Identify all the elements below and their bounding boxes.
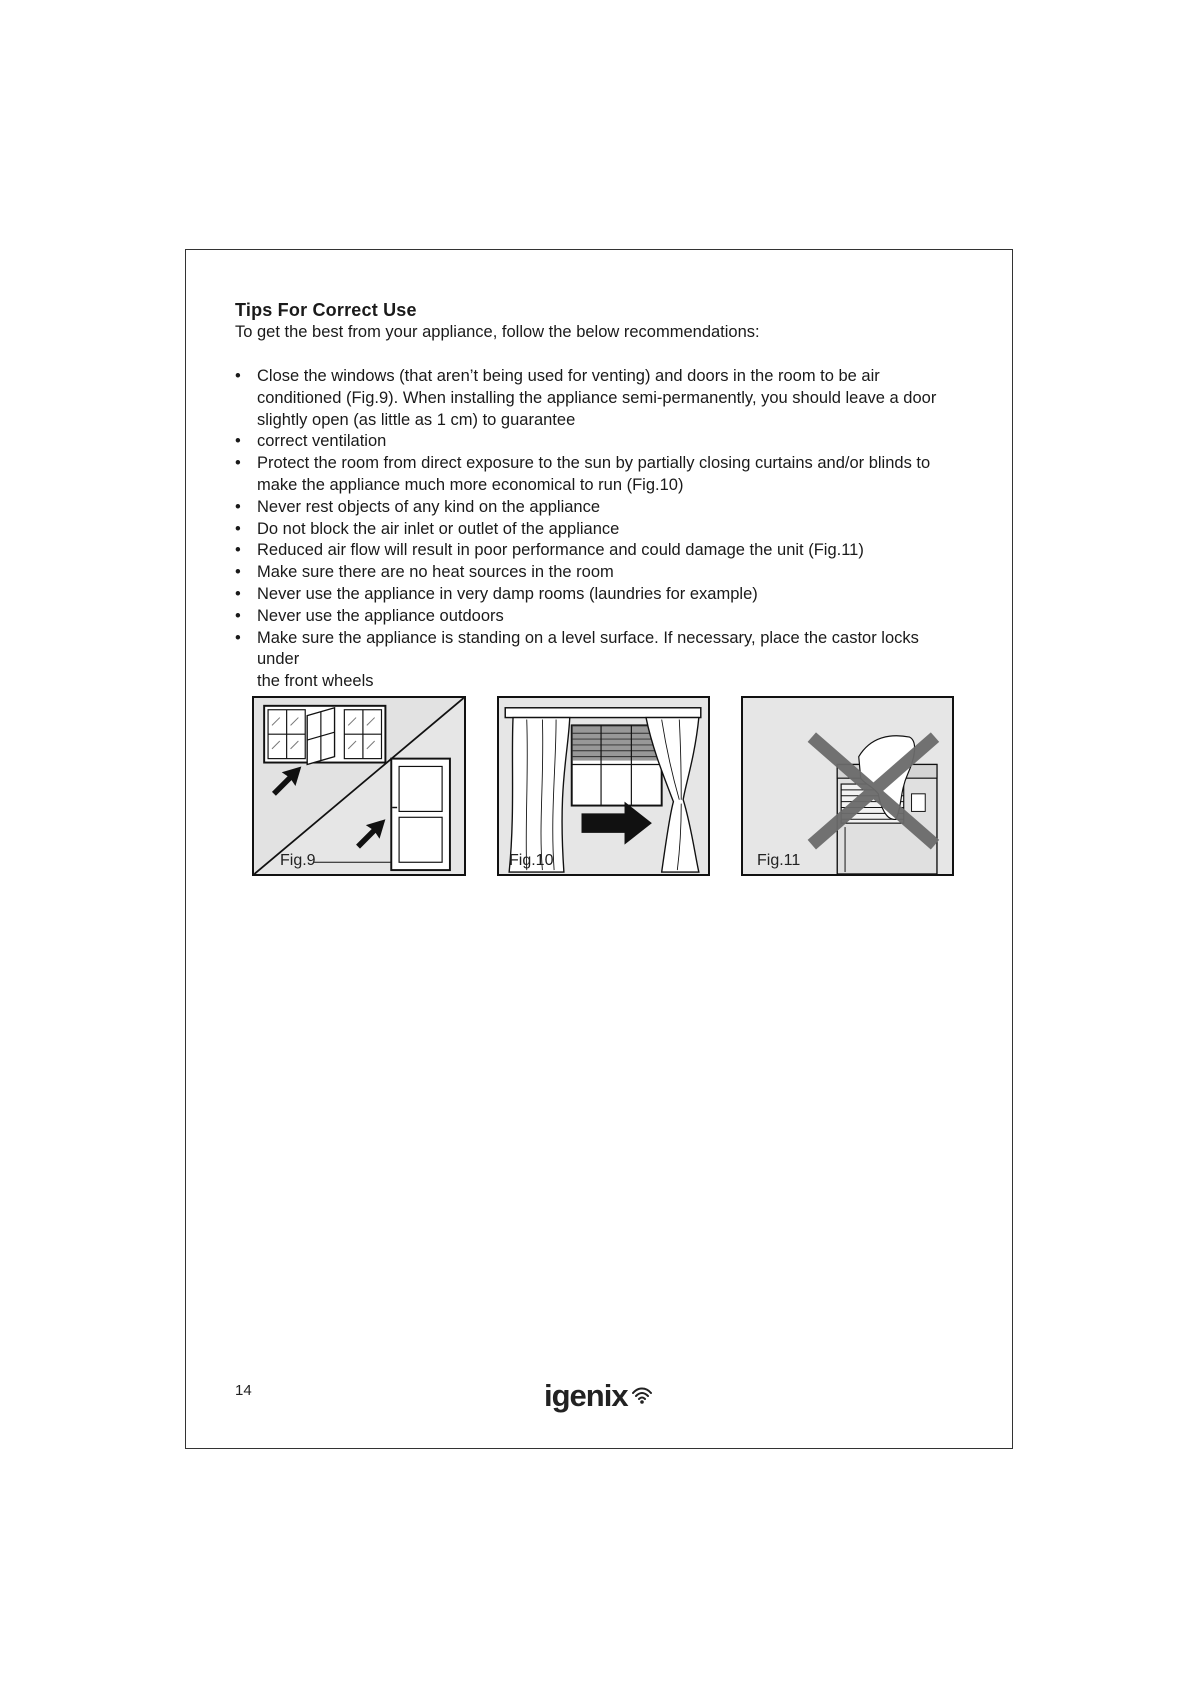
blocked-air-unit-illustration [743,698,952,874]
bullet-dot: • [235,454,241,473]
list-item [235,366,961,431]
recommendations-list [235,366,961,693]
figure-10-label: Fig.10 [509,852,554,869]
list-item [235,453,961,497]
list-item [235,431,961,453]
list-item [235,606,961,628]
list-item [235,540,961,562]
list-item-line: Reduced air flow will result in poor performance and could damage the unit (Fig.11) [257,541,864,560]
bullet-dot: • [235,541,241,560]
figure-9-label: Fig.9 [280,852,316,869]
list-item-line: the front wheels [257,672,374,691]
bullet-dot: • [235,606,241,625]
window-door-arrows-illustration [254,698,464,874]
list-item-line: Close the windows (that aren’t being used for venting) and doors in the room to be air [257,367,880,385]
wifi-icon [631,1384,653,1406]
section-intro: To get the best from your appliance, follow the below recommendations: [235,323,760,341]
list-item [235,519,961,541]
list-item-line: Do not block the air inlet or outlet of the appliance [257,519,620,538]
figure-11-label: Fig.11 [757,852,801,869]
figure-10 [497,696,710,876]
bullet-dot: • [235,628,241,647]
list-item [235,628,961,693]
brand-logo: igenix [544,1378,628,1413]
page-number: 14 [235,1382,252,1399]
bullet-dot: • [235,367,241,385]
curtains-blinds-illustration [499,698,708,874]
list-item-line: conditioned (Fig.9). When installing the appliance semi-permanently, you should leave a door [257,388,937,407]
list-item-line: Make sure the appliance is standing on a level surface. If necessary, place the castor locks under [257,628,919,669]
list-item [235,584,961,606]
list-item-line: Never use the appliance outdoors [257,606,504,625]
list-item-line: make the appliance much more economical to run (Fig.10) [257,475,684,494]
list-item [235,562,961,584]
section-heading: Tips For Correct Use [235,300,417,320]
bullet-dot: • [235,563,241,582]
bullet-dot: • [235,432,241,451]
bullet-dot: • [235,584,241,603]
bullet-dot: • [235,519,241,538]
bullet-dot: • [235,497,241,516]
figure-11 [741,696,954,876]
list-item-line: Never use the appliance in very damp rooms (laundries for example) [257,584,758,603]
list-item-line: slightly open (as little as 1 cm) to guarantee [257,410,576,429]
list-item-line: correct ventilation [257,432,387,451]
list-item-line: Make sure there are no heat sources in the room [257,563,614,582]
list-item-line: Never rest objects of any kind on the appliance [257,497,601,516]
list-item [235,497,961,519]
list-item-line: Protect the room from direct exposure to the sun by partially closing curtains and/or blinds to [257,454,931,473]
figure-9 [252,696,466,876]
